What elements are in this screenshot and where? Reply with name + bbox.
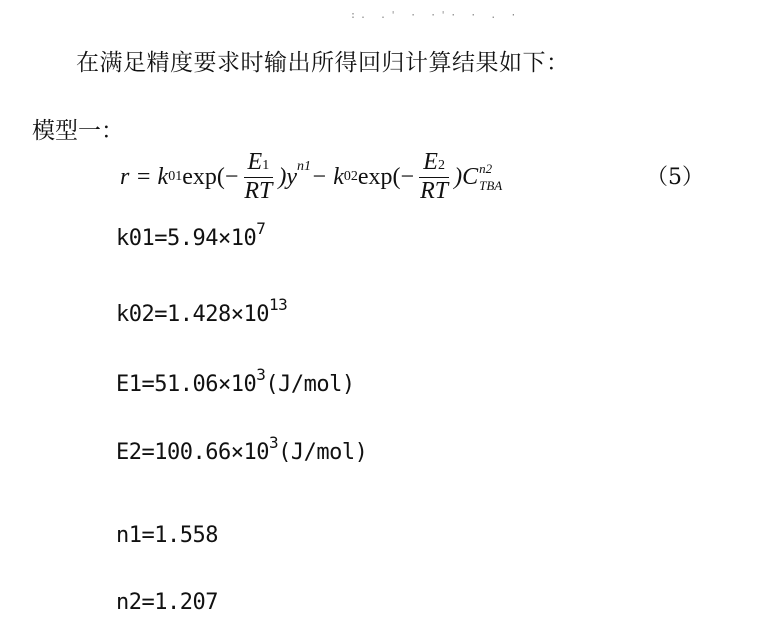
eq-k02-subscript: 02 bbox=[343, 169, 358, 184]
param-e2: $E2=100.66\times 10^3(J/mol)$ bbox=[116, 433, 368, 465]
equation-number: （5） bbox=[646, 165, 704, 190]
eq-after-frac1: )y bbox=[278, 163, 298, 190]
param-k01: $k01=5.94\times 10^7$ bbox=[116, 219, 266, 251]
eq-fraction-2 bbox=[416, 150, 452, 203]
rate-equation bbox=[120, 145, 502, 209]
eq-minus-k: − k bbox=[311, 163, 344, 190]
eq-k01-subscript: 01 bbox=[168, 169, 183, 184]
param-e1: $E1=51.06\times 10^3(J/mol)$ bbox=[116, 365, 355, 397]
param-n1: n1=1.558 bbox=[116, 523, 218, 548]
eq-lhs: r = k bbox=[120, 163, 169, 190]
param-k02: $k02=1.428\times 10^{13}$ bbox=[116, 295, 288, 327]
eq-exp2: exp(− bbox=[357, 163, 415, 190]
eq-fraction-2-denominator: RT bbox=[420, 177, 449, 204]
eq-c-scripts: n2 TBA bbox=[479, 161, 503, 193]
param-n2: n2=1.207 bbox=[116, 590, 218, 615]
eq-fraction-1 bbox=[240, 150, 276, 203]
eq-exp1: exp(− bbox=[182, 163, 239, 190]
eq-fraction-2-numerator: E2 bbox=[419, 150, 449, 177]
model-title: 模型一： bbox=[32, 118, 124, 144]
eq-y-superscript: n1 bbox=[297, 159, 312, 174]
scan-artifact: :. .' · ·'· · . · bbox=[350, 10, 521, 21]
intro-sentence: 在满足精度要求时输出所得回归计算结果如下： bbox=[76, 50, 570, 76]
eq-fraction-1-numerator: E1 bbox=[244, 150, 274, 177]
eq-fraction-1-denominator: RT bbox=[244, 177, 273, 204]
eq-after-frac2: )C bbox=[454, 163, 479, 190]
